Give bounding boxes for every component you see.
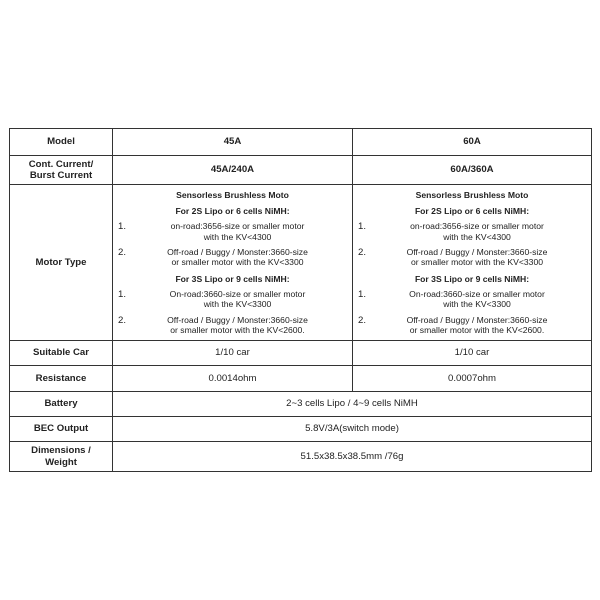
row-bec-output: [10, 417, 592, 442]
item-line: or smaller motor with the KV<3300: [410, 257, 544, 268]
item-line: Off-road / Buggy / Monster:3660-size: [406, 314, 548, 325]
bec-output-value: 5.8V/3A(switch mode): [113, 417, 592, 442]
item-line: on-road:3656-size or smaller motor: [170, 221, 305, 232]
item-line: with the KV<3300: [443, 299, 511, 310]
motor-60a-group1-heading: For 2S Lipo or 6 cells NiMH:: [414, 206, 530, 217]
motor-60a-title: Sensorless Brushless Moto: [415, 189, 529, 200]
motor-type-45a: [113, 185, 353, 341]
suitable-car-45a: 1/10 car: [113, 341, 353, 366]
current-label: [10, 156, 113, 185]
item-line: On-road:3660-size or smaller motor: [169, 288, 306, 299]
current-45a: 45A/240A: [113, 156, 353, 185]
motor-45a-title: Sensorless Brushless Moto: [176, 189, 289, 200]
row-resistance: [10, 366, 592, 392]
row-suitable-car: [10, 341, 592, 366]
battery-label: Battery: [10, 392, 113, 417]
item-number: 1.: [357, 288, 366, 300]
item-number: 1.: [117, 221, 126, 233]
motor-60a-group2-heading: For 3S Lipo or 9 cells NiMH:: [414, 273, 530, 284]
current-label-line2: Burst Current: [29, 170, 93, 181]
suitable-car-label: Suitable Car: [10, 341, 113, 366]
motor-60a-group2-item2: [357, 315, 587, 336]
motor-type-label: Motor Type: [10, 185, 113, 341]
resistance-60a: 0.0007ohm: [353, 366, 592, 392]
item-number: 2.: [357, 314, 366, 326]
item-line: Off-road / Buggy / Monster:3660-size: [406, 247, 548, 258]
item-line: with the KV<3300: [203, 299, 272, 310]
motor-45a-group2-heading: For 3S Lipo or 9 cells NiMH:: [175, 273, 290, 284]
item-line: Off-road / Buggy / Monster:3660-size: [167, 247, 308, 258]
row-dimensions: [10, 442, 592, 472]
item-number: 1.: [117, 288, 126, 300]
current-label-line1: Cont. Current/: [28, 158, 94, 170]
dimensions-label-line2: Weight: [45, 456, 77, 468]
item-line: or smaller motor with the KV<2600.: [409, 324, 545, 335]
motor-type-60a: [353, 185, 592, 341]
model-label: Model: [10, 129, 113, 156]
row-current: [10, 156, 592, 185]
motor-45a-group1-item2: [117, 247, 348, 268]
item-line: with the KV<4300: [203, 231, 272, 242]
item-number: 2.: [117, 247, 126, 259]
dimensions-label-line1: Dimensions /: [31, 445, 91, 456]
dimensions-label: [10, 442, 113, 472]
row-model: [10, 129, 592, 156]
resistance-label: Resistance: [10, 366, 113, 392]
motor-60a-group1-item1: [357, 221, 587, 242]
row-battery: [10, 392, 592, 417]
item-number: 2.: [117, 314, 126, 326]
current-60a: 60A/360A: [353, 156, 592, 185]
battery-value: 2~3 cells Lipo / 4~9 cells NiMH: [113, 392, 592, 417]
suitable-car-60a: 1/10 car: [353, 341, 592, 366]
motor-60a-group2-item1: [357, 289, 587, 310]
bec-output-label: BEC Output: [10, 417, 113, 442]
item-line: Off-road / Buggy / Monster:3660-size: [167, 314, 308, 325]
motor-45a-group2-item1: [117, 289, 348, 310]
motor-45a-group2-item2: [117, 315, 348, 336]
item-number: 1.: [357, 221, 366, 233]
item-line: or smaller motor with the KV<3300: [171, 257, 304, 268]
dimensions-value: 51.5x38.5x38.5mm /76g: [113, 442, 592, 472]
item-line: with the KV<4300: [443, 231, 511, 242]
row-motor-type: [10, 185, 592, 341]
item-line: On-road:3660-size or smaller motor: [409, 288, 545, 299]
model-60a: 60A: [353, 129, 592, 156]
spec-table: [9, 128, 592, 472]
motor-45a-group1-item1: [117, 221, 348, 242]
model-45a: 45A: [113, 129, 353, 156]
motor-45a-group1-heading: For 2S Lipo or 6 cells NiMH:: [175, 206, 290, 217]
motor-60a-group1-item2: [357, 247, 587, 268]
item-line: on-road:3656-size or smaller motor: [410, 221, 544, 232]
resistance-45a: 0.0014ohm: [113, 366, 353, 392]
item-number: 2.: [357, 247, 366, 259]
item-line: or smaller motor with the KV<2600.: [170, 324, 305, 335]
